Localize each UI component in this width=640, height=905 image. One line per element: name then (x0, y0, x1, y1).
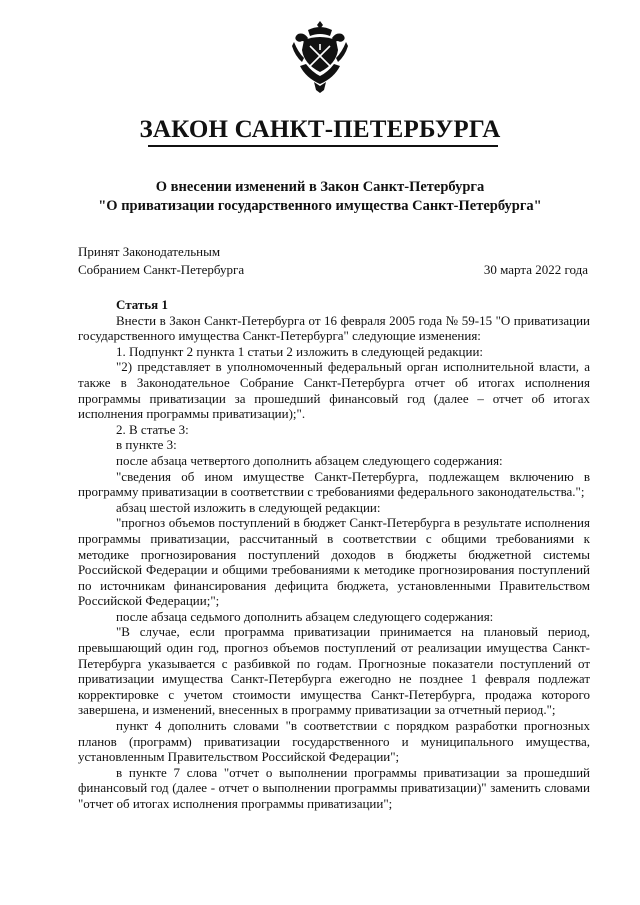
paragraph: "прогноз объемов поступлений в бюджет Санкт-Петербурга в результате исполнения программы приватизации, рассчитанный в соответствии с общими требованиями к методике прогнозирования поступлений доходов в бюджеты бюджетной системы Российской Федерации и общими требованиями к методике прогнозирования поступлений по источникам финансирования дефицита бюджета, установленными Правительством Российской Федерации;"; (78, 515, 590, 609)
adoption-line-2: Собранием Санкт-Петербурга (78, 262, 245, 277)
paragraph: 1. Подпункт 2 пункта 1 статьи 2 изложить в следующей редакции: (116, 343, 484, 359)
title-underline (148, 145, 498, 147)
paragraph: абзац шестой изложить в следующей редакции: (116, 499, 381, 515)
coat-of-arms-icon (290, 20, 350, 94)
paragraph: после абзаца четвертого дополнить абзацем следующего содержания: (116, 452, 503, 468)
article-heading: Статья 1 (116, 297, 168, 312)
paragraph: 2. В статье 3: (116, 421, 189, 437)
law-body (78, 297, 590, 812)
paragraph: "В случае, если программа приватизации принимается на плановый период, превышающий один год, прогноз объемов поступлений от реализации имущества Санкт-Петербурга указывается с разбивкой по годам. Прогнозные показатели поступлений от приватизации имущества Санкт-Петербурга ежегодно не позднее 1 февраля подлежат корректировке с учетом стоимости имущества Санкт-Петербурга, продажа которого завершена, и изменений, внесенных в программу приватизации за отчетный период."; (78, 624, 590, 718)
adoption-line-1: Принят Законодательным (78, 244, 221, 259)
paragraph: пункт 4 дополнить словами "в соответствии с порядком разработки прогнозных планов (программ) приватизации государственного и муниципального имущества, установленным Правительством Российской Федерации"; (78, 718, 590, 765)
law-subtitle-line-1: О внесении изменений в Закон Санкт-Петербурга (155, 179, 485, 195)
adoption-authority (78, 243, 244, 279)
paragraph: Внести в Закон Санкт-Петербурга от 16 февраля 2005 года № 59-15 "О приватизации государственного имущества Санкт-Петербурга" следующие изменения: (78, 312, 590, 344)
law-title: ЗАКОН САНКТ-ПЕТЕРБУРГА (139, 116, 501, 143)
paragraph: "2) представляет в уполномоченный федеральный орган исполнительной власти, а также в Законодательное Собрание Санкт-Петербурга отчет об итогах исполнения программы приватизации за прошедший финансовый год (далее – отчет об итогах исполнения программы приватизации);". (78, 359, 590, 422)
paragraph: в пункте 3: (116, 437, 177, 453)
paragraph: в пункте 7 слова "отчет о выполнении программы приватизации за прошедший финансовый год (далее - отчет о выполнении программы приватизации)" заменить словами "отчет об итогах исполнения программы приватизации"; (78, 764, 590, 811)
adoption-date: 30 марта 2022 года (483, 262, 588, 277)
law-subtitle-line-2: "О приватизации государственного имущества Санкт-Петербурга" (98, 198, 542, 214)
paragraph: "сведения об ином имуществе Санкт-Петербурга, подлежащем включению в программу приватизации в соответствии с требованиями федерального законодательства."; (78, 468, 590, 500)
paragraph: после абзаца седьмого дополнить абзацем следующего содержания: (116, 608, 494, 624)
